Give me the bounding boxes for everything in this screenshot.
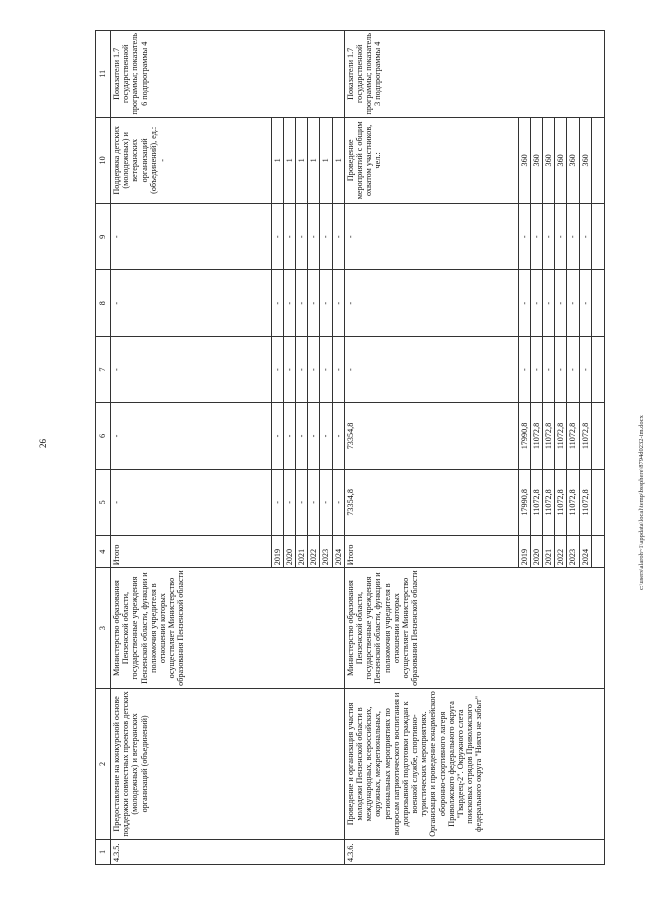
value-c10: 1 (271, 117, 283, 204)
value-c6: 11072,8 (555, 403, 567, 469)
value-c10: 1 (332, 117, 344, 204)
value-c6: 11072,8 (530, 403, 542, 469)
empty-cell (591, 117, 604, 204)
executor: Министерство образования Пензенской области, государственные учреждения Пензенской области, функции и полномочия учредителя в отношении которых осуществляет Министерство образования Пензенской области (344, 568, 604, 689)
value-c8: - (308, 270, 320, 336)
value-c5: - (271, 469, 283, 535)
year-cell: 2024 (332, 536, 344, 568)
col-header-10: 10 (96, 117, 111, 204)
value-c6: - (271, 403, 283, 469)
value-c5: 11072,8 (530, 469, 542, 535)
value-c9: - (332, 204, 344, 270)
value-c6: - (320, 403, 332, 469)
value-c6: 11072,8 (579, 403, 591, 469)
value-c5: - (320, 469, 332, 535)
value-c6: - (332, 403, 344, 469)
value-c8: - (555, 270, 567, 336)
value-c10: 1 (283, 117, 295, 204)
value-c6: - (296, 403, 308, 469)
col-header-1: 1 (96, 839, 111, 864)
value-c6: 17990,8 (518, 403, 530, 469)
header-row (96, 31, 111, 865)
value-c8: - (579, 270, 591, 336)
file-path-footer: c:\users\alaroh~1\appdata\local\temp\bssphere\8794d0232-im.docx (638, 415, 645, 590)
value-c5: - (283, 469, 295, 535)
indicator-label: Поддержка детских (молодежных) и ветеранских организаций (объединений), ед.: (112, 126, 158, 195)
value-c9: - (308, 204, 320, 270)
year-cell: 2023 (567, 536, 579, 568)
year-cell: 2019 (271, 536, 283, 568)
value-c8: - (296, 270, 308, 336)
value-c6: - (283, 403, 295, 469)
indicator-text (111, 117, 272, 204)
value-c7: - (296, 336, 308, 402)
row-number: 4.3.5. (111, 839, 345, 864)
value-c8: - (332, 270, 344, 336)
value-c7: - (518, 336, 530, 402)
value-c10: 360 (555, 117, 567, 204)
value-c9: - (555, 204, 567, 270)
value-c5: - (308, 469, 320, 535)
value-c8: - (543, 270, 555, 336)
value-c7: - (332, 336, 344, 402)
empty-cell (591, 403, 604, 469)
value-c7: - (567, 336, 579, 402)
value-c10: 1 (320, 117, 332, 204)
total-c5: 73354,8 (344, 469, 518, 535)
total-label: Итого (344, 536, 518, 568)
total-c6: - (111, 403, 272, 469)
col-header-5: 5 (96, 469, 111, 535)
value-c9: - (320, 204, 332, 270)
value-c10: 1 (308, 117, 320, 204)
program-table-container (95, 30, 605, 865)
col-header-11: 11 (96, 31, 111, 118)
total-c9: - (111, 204, 272, 270)
value-c8: - (271, 270, 283, 336)
value-c5: - (332, 469, 344, 535)
year-cell: 2019 (518, 536, 530, 568)
value-c7: - (308, 336, 320, 402)
value-c5: 11072,8 (555, 469, 567, 535)
event-name: Предоставление на конкурсной основе поддержки совместных проектов детских (молодежных) и ветеранских организаций (объединений) (111, 688, 345, 839)
year-cell: 2022 (555, 536, 567, 568)
value-c7: - (283, 336, 295, 402)
value-c5: - (296, 469, 308, 535)
value-c8: - (518, 270, 530, 336)
value-c5: 11072,8 (543, 469, 555, 535)
empty-cell (591, 469, 604, 535)
total-c9: - (344, 204, 518, 270)
year-cell: 2021 (296, 536, 308, 568)
row-number: 4.3.6. (344, 839, 604, 864)
value-c8: - (283, 270, 295, 336)
value-c8: - (567, 270, 579, 336)
value-c5: 11072,8 (579, 469, 591, 535)
value-c10: 360 (518, 117, 530, 204)
value-c10: 360 (543, 117, 555, 204)
table-row (111, 31, 272, 865)
empty-cell (591, 536, 604, 568)
year-cell: 2020 (283, 536, 295, 568)
value-c10: 360 (530, 117, 542, 204)
year-cell: 2020 (530, 536, 542, 568)
year-cell: 2023 (320, 536, 332, 568)
col-header-9: 9 (96, 204, 111, 270)
value-c8: - (530, 270, 542, 336)
value-c9: - (296, 204, 308, 270)
col-header-8: 8 (96, 270, 111, 336)
value-c7: - (543, 336, 555, 402)
value-c9: - (567, 204, 579, 270)
executor: Министерство образования Пензенской области, государственные учреждения Пензенской области, функции и полномочия учредителя в отношении которых осуществляет Министерство образования Пензенской области (111, 568, 345, 689)
program-table (95, 30, 605, 865)
value-c7: - (530, 336, 542, 402)
value-c6: - (308, 403, 320, 469)
total-c8: - (344, 270, 518, 336)
table-row (344, 31, 518, 865)
total-c6: 73354,8 (344, 403, 518, 469)
value-c8: - (320, 270, 332, 336)
col-header-2: 2 (96, 688, 111, 839)
col-header-3: 3 (96, 568, 111, 689)
total-c8: - (111, 270, 272, 336)
empty-cell (591, 336, 604, 402)
year-cell: 2022 (308, 536, 320, 568)
value-c6: 11072,8 (543, 403, 555, 469)
value-c9: - (518, 204, 530, 270)
value-c9: - (530, 204, 542, 270)
total-c7: - (111, 336, 272, 402)
value-c9: - (271, 204, 283, 270)
year-cell: 2024 (579, 536, 591, 568)
page-number: 26 (38, 439, 48, 448)
value-c9: - (579, 204, 591, 270)
total-c5: - (111, 469, 272, 535)
value-c5: 11072,8 (567, 469, 579, 535)
value-c10: 360 (567, 117, 579, 204)
program-link: Показатели 1.7 государственной программы; показатель 6 подпрограммы 4 (111, 31, 345, 118)
empty-cell (591, 204, 604, 270)
value-c10: 1 (296, 117, 308, 204)
value-c5: 17990,8 (518, 469, 530, 535)
indicator-total: - (157, 158, 167, 162)
empty-cell (591, 270, 604, 336)
value-c9: - (283, 204, 295, 270)
value-c7: - (579, 336, 591, 402)
year-cell: 2021 (543, 536, 555, 568)
program-link: Показатели 1.7 государственной программы; показатель 3 подпрограммы 4 (344, 31, 604, 118)
value-c9: - (543, 204, 555, 270)
value-c6: 11072,8 (567, 403, 579, 469)
col-header-4: 4 (96, 536, 111, 568)
value-c10: 360 (579, 117, 591, 204)
indicator-label: Проведение мероприятий с общим охватом участников, чел.: (344, 117, 518, 204)
value-c7: - (320, 336, 332, 402)
total-label: Итого (111, 536, 272, 568)
value-c7: - (555, 336, 567, 402)
total-c7: - (344, 336, 518, 402)
col-header-7: 7 (96, 336, 111, 402)
event-name: Проведение и организация участия молодежи Пензенской области в международных, всероссийских, окружных, межрегиональных, региональных мероприятиях по вопросам патриотического воспитания и допризывной подготовки граждан к военной службе, спортивно-туристических мероприятиях. Организация и проведение юнармейского оборонно-спортивного лагеря Приволжского федерального округа "Гвардеец-2". Окружного слета поисковых отрядов Приволжского федерального округа "Никто не забыт" (344, 688, 604, 839)
value-c7: - (271, 336, 283, 402)
col-header-6: 6 (96, 403, 111, 469)
